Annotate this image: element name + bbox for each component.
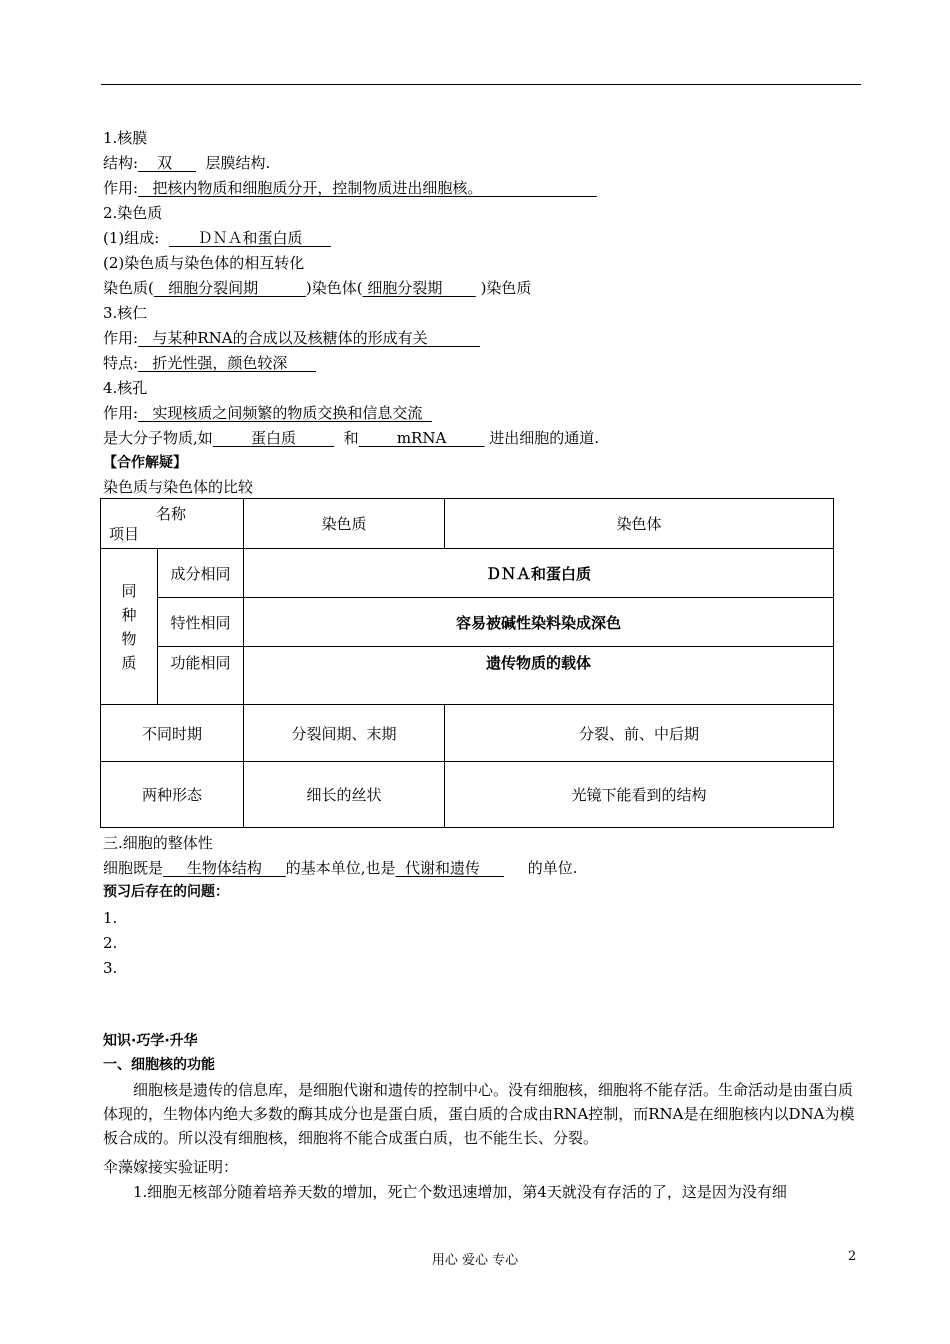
table-title: 染色质与染色体的比较 [103, 478, 254, 496]
header-name: 名称 [156, 505, 187, 523]
label: 结构: [103, 154, 139, 172]
membrane-function [103, 178, 597, 200]
answer-blank: 代谢和遗传 [405, 859, 481, 877]
row-label: 成分相同 [158, 549, 244, 598]
row-chromosome-value: 分裂、前、中后期 [445, 705, 834, 762]
row-label: 功能相同 [158, 647, 244, 705]
header-item: 项目 [109, 525, 140, 543]
answer-blank: 细胞分裂期 [367, 279, 443, 297]
row-value: 容易被碱性染料染成深色 [244, 598, 834, 647]
nucleolus-title: 3.核仁 [103, 304, 148, 322]
row-chromatin-value: 分裂间期、末期 [244, 705, 445, 762]
nucleolus-function: 作用: 与某种RNA的合成以及核糖体的形成有关 [103, 328, 480, 350]
chromatin-transform: (2)染色质与染色体的相互转化 [103, 254, 305, 272]
answer-blank: 与某种RNA的合成以及核糖体的形成有关 [152, 329, 428, 347]
pore-title: 4.核孔 [103, 379, 148, 397]
question-item: 3. [103, 959, 118, 977]
pore-channel: 是大分子物质,如 蛋白质 和 mRNA 进出细胞的通道. [103, 429, 600, 447]
row-label: 两种形态 [101, 762, 244, 828]
knowledge-heading: 知识·巧学·升华 [103, 1033, 198, 1049]
answer-blank: 实现核质之间频繁的物质交换和信息交流 [152, 404, 423, 422]
footer-motto: 用心 爱心 专心 [431, 1253, 519, 1268]
experiment-point: 1.细胞无核部分随着培养天数的增加，死亡个数迅速增加，第4天就没有存活的了，这是因为没有细 [133, 1183, 787, 1201]
row-chromosome-value: 光镜下能看到的结构 [445, 762, 834, 828]
chromatin-composition [103, 228, 331, 250]
question-item: 1. [103, 909, 118, 927]
answer-blank: 把核内物质和细胞质分开，控制物质进出细胞核。 [152, 179, 483, 197]
row-label: 特性相同 [158, 598, 244, 647]
transform-line: 染色质( 细胞分裂间期 )染色体( 细胞分裂期 )染色质 [103, 279, 532, 297]
knowledge-subheading: 一、细胞核的功能 [103, 1057, 215, 1073]
header-diagonal-cell [101, 499, 244, 549]
comparison-table [100, 498, 834, 828]
membrane-title: 1.核膜 [103, 129, 148, 147]
questions-heading: 预习后存在的问题： [103, 884, 229, 900]
membrane-structure [103, 153, 270, 175]
header-rule [101, 84, 861, 85]
label: 作用: [103, 179, 139, 197]
row-chromatin-value: 细长的丝状 [244, 762, 445, 828]
wholeness-title: 三.细胞的整体性 [103, 834, 213, 852]
answer-blank: 细胞分裂间期 [168, 279, 259, 297]
answer-blank: mRNA [396, 429, 447, 447]
question-item: 2. [103, 934, 118, 952]
answer-blank: 生物体结构 [186, 859, 262, 877]
label: (1)组成: [103, 229, 160, 247]
wholeness-sentence: 细胞既是 生物体结构 的基本单位,也是 代谢和遗传 的单位. [103, 859, 578, 877]
row-value: 遗传物质的载体 [244, 647, 834, 705]
suffix: 层膜结构. [205, 154, 271, 172]
same-substance-group: 同 种 物 质 [101, 549, 158, 705]
col-header-chromatin: 染色质 [244, 499, 445, 549]
cooperation-heading: 【合作解疑】 [103, 455, 187, 471]
col-header-chromosome: 染色体 [445, 499, 834, 549]
row-value: ＤＮＡ和蛋白质 [244, 549, 834, 598]
knowledge-paragraph: 细胞核是遗传的信息库，是细胞代谢和遗传的控制中心。没有细胞核，细胞将不能存活。生命活动是由蛋白质体现的，生物体内绝大多数的酶其成分也是蛋白质，蛋白质的合成由RNA控制，而RNA是在细胞核内以DNA为模板合成的。所以没有细胞核，细胞将不能合成蛋白质，也不能生长、分裂。 [103, 1081, 855, 1147]
page-number: 2 [848, 1249, 857, 1264]
chromatin-title: 2.染色质 [103, 204, 163, 222]
answer-blank: ＤＮＡ和蛋白质 [197, 229, 303, 247]
pore-function: 作用: 实现核质之间频繁的物质交换和信息交流 [103, 403, 432, 425]
answer-blank: 双 [157, 154, 173, 172]
answer-blank: 蛋白质 [250, 429, 296, 447]
nucleolus-feature: 特点: 折光性强，颜色较深 [103, 353, 316, 375]
experiment-label: 伞藻嫁接实验证明： [103, 1158, 239, 1176]
answer-blank: 折光性强，颜色较深 [152, 354, 288, 372]
row-label: 不同时期 [101, 705, 244, 762]
